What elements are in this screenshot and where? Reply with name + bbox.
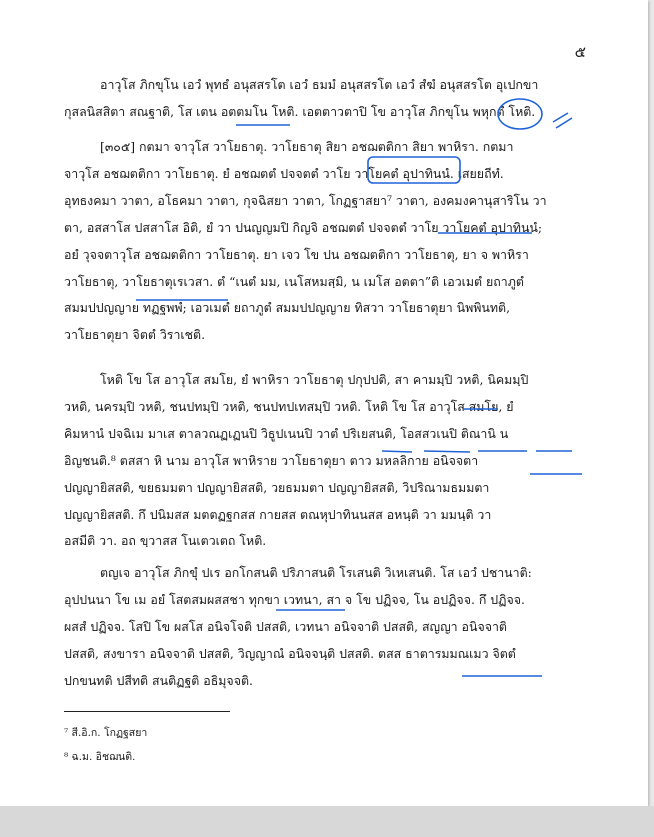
paragraph-4 [64, 560, 589, 695]
text-line: อาวุโส ภิกขุโน เอวํ พุทธํ อนุสสรโต เอวํ ธมมํ อนุสสรโต เอวํ สํฆํ อนุสสรโต อุเปกขา [100, 77, 539, 92]
text-line: อุปปนนา โข เม อยํ โสตสมผสสชา ทุกขา เวทนา, สา จ โข ปฏิจจ, โน อปฏิจจ. กึ ปฏิจจ. [64, 591, 525, 607]
text-line: อสมีติ วา. อถ ขฺวาสส โนเตวเตถ โหติ. [64, 533, 267, 549]
text-line: ปญญายิสสติ. กึ ปนิมสส มตตฏฐกสส กายสส ตณหุปาทินนสส อหนฺติ วา มมนฺติ วา [64, 506, 492, 522]
text-line: คิมหานํ ปจฉิเม มาเส ตาลวณฏเฏนปิ วิธูปเนนปิ วาตํ ปริเยสนติ, โอสสวเนปิ ติณานิ น [64, 425, 509, 441]
paragraph-1 [64, 72, 589, 126]
text-line: วาโยธาตุ, วาโยธาตุเรเวสา. ตํ “เนตํ มม, เนโสหมสฺมิ, น เมโส อตตา”ติ เอวเมตํ ยถาภูตํ [64, 273, 524, 289]
text-line: อุทธงคมา วาตา, อโธคมา วาตา, กุจฉิสยา วาตา, โกฏฐาสยา⁷ วาตา, องคมงคานุสาริโน วา [64, 192, 547, 208]
text-line: อยํ วุจจตาวุโส อชฌตติกา วาโยธาตุ. ยา เจว โข ปน อชฌตติกา วาโยธาตุ, ยา จ พาหิรา [64, 246, 529, 262]
text-line: ปกขนทติ ปสีทติ สนติฏฐติ อธิมุจจติ. [64, 672, 253, 688]
paragraph-2 [64, 134, 589, 349]
page-number: ๕ [574, 43, 586, 61]
text-line: กุสลนิสสิตา สณฐาติ, โส เตน อตตมโน โหติ. เอตตาวตาปิ โข อาวุโส ภิกขุโน พหุกตํ โหติ. [64, 103, 536, 119]
text-line: สมมปปญญาย ทฏฐพพํ; เอวเมตํ ยถาภูตํ สมมปปญญาย ทิสวา วาโยธาตุยา นิพพินทติ, [64, 300, 511, 316]
footnote-8: ⁸ ฉ.ม. อิชฌนติ. [64, 751, 136, 763]
text-line: วาโยธาตุยา จิตตํ วิราเชติ. [64, 327, 206, 343]
paragraph-3 [64, 367, 589, 555]
text-line: [๓๐๕] กตมา จาวุโส วาโยธาตุ. วาโยธาตุ สิยา อชฌตติกา สิยา พาหิรา. กตมา [100, 139, 514, 154]
text-line: ตญเจ อาวุโส ภิกขุํ ปเร อกโกสนติ ปริภาสนติ โรเสนติ วิเหเสนติ. โส เอวํ ปชานาติ: [100, 565, 532, 580]
text-line: ปสสติ, สงขารา อนิจจาติ ปสสติ, วิญญาณํ อนิจจนฺติ ปสสติ. ตสส ธาตารมมณเมว จิตตํ [64, 645, 516, 661]
text-line: ตา, อสสาโส ปสสาโส อิติ, ยํ วา ปนญญมปิ กิญจิ อชฌตตํ ปจจตตํ วาโย วาโยคตํ อุปาทินนํ; [64, 219, 543, 235]
text-line: โหติ โข โส อาวุโส สมโย, ยํ พาหิรา วาโยธาตุ ปกุปปติ, สา คามมฺปิ วหติ, นิคมมฺปิ [100, 372, 529, 387]
text-line: จาวุโส อชฌตติกา วาโยธาตุ. ยํ อชฌตตํ ปจจตตํ วาโย วาโยคตํ อุปาทินนํ. เสยยถีทํ. [64, 165, 504, 181]
viewer-background [0, 806, 654, 837]
footnote-7: ⁷ สี.อิ.ก. โกฏฐสยา [64, 727, 148, 739]
text-line: วหติ, นครมฺปิ วหติ, ชนปทมฺปิ วหติ, ชนปทปเทสมฺปิ วหติ. โหติ โข โส อาวุโส สมโย, ยํ [64, 398, 514, 414]
text-line: ผสสํ ปฏิจจ. โสปิ โข ผสโส อนิจโจติ ปสสติ, เวทนา อนิจจาติ ปสสติ, สญญา อนิจจาติ [64, 618, 507, 634]
text-line: ปญญายิสสติ, ขยธมมตา ปญญายิสสติ, วยธมมตา ปญญายิสสติ, วิปริณามธมมตา [64, 479, 490, 495]
text-line: อิญชนติ.⁸ ตสสา หิ นาม อาวุโส พาหิราย วาโยธาตุยา ตาว มหลลิกาย อนิจจตา [64, 452, 479, 468]
footnote-divider [64, 711, 230, 712]
